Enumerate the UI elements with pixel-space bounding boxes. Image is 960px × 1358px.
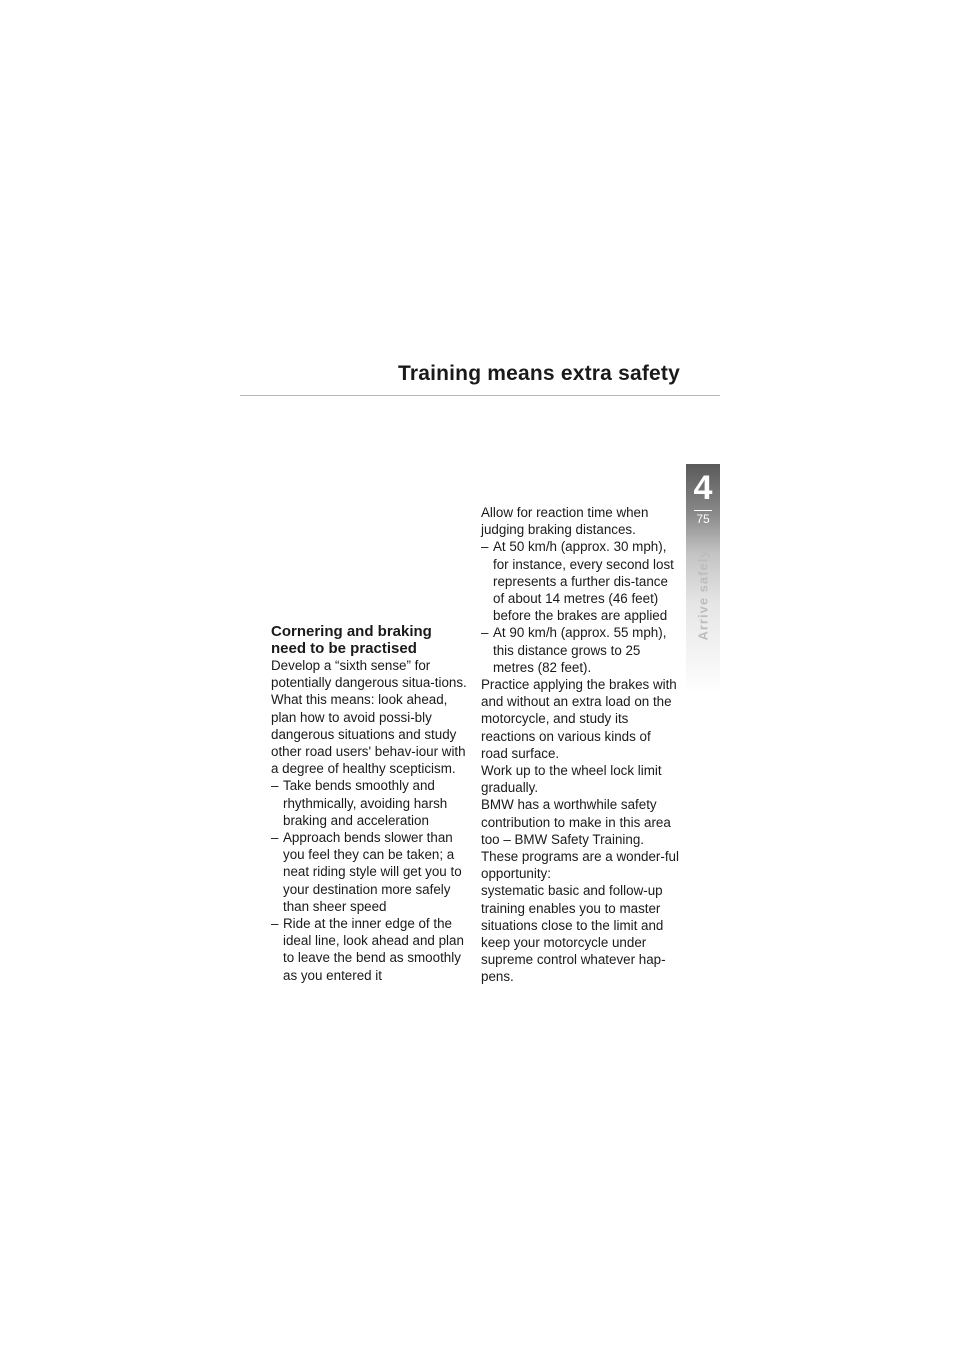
intro-paragraph: Develop a “sixth sense” for potentially dangerous situa-tions. What this means: look ahead, plan how to avoid possi-bly dangerous situations and study other road users' behav-iour with a degree of healthy scepticism. <box>271 658 467 777</box>
right-column <box>481 504 681 986</box>
left-column <box>271 623 471 984</box>
paragraph: These programs are a wonder-ful opportunity: <box>481 849 679 882</box>
paragraph: Practice applying the brakes with and without an extra load on the motorcycle, and study its reactions on various kinds of road surface. <box>481 677 677 761</box>
chapter-number: 4 <box>693 469 713 507</box>
page-title: Training means extra safety <box>397 362 680 385</box>
list-item: – Ride at the inner edge of the ideal line, look ahead and plan to leave the bend as smoothly as you entered it <box>271 915 471 984</box>
chapter-divider <box>694 510 712 511</box>
page-number: 75 <box>696 512 710 526</box>
intro-paragraph: Allow for reaction time when judging braking distances. <box>481 505 649 538</box>
chapter-section-label: Arrive safely <box>695 549 711 641</box>
list-item: – Take bends smoothly and rhythmically, avoiding harsh braking and acceleration <box>271 777 471 829</box>
title-divider <box>240 395 720 396</box>
paragraph: BMW has a worthwhile safety contribution to make in this area too – BMW Safety Training. <box>481 797 671 847</box>
list-item: – At 90 km/h (approx. 55 mph), this distance grows to 25 metres (82 feet). <box>481 624 681 676</box>
section-heading: Cornering and braking need to be practised <box>271 623 432 657</box>
list-item: – At 50 km/h (approx. 30 mph), for instance, every second lost represents a further dis-tance of about 14 metres (46 feet) before the brakes are applied <box>481 538 681 624</box>
paragraph: Work up to the wheel lock limit gradually. <box>481 763 662 796</box>
list-item: – Approach bends slower than you feel they can be taken; a neat riding style will get you to your destination more safely than sheer speed <box>271 829 471 915</box>
paragraph: systematic basic and follow-up training enables you to master situations close to the limit and keep your motorcycle under supreme control whatever hap-pens. <box>481 883 666 985</box>
